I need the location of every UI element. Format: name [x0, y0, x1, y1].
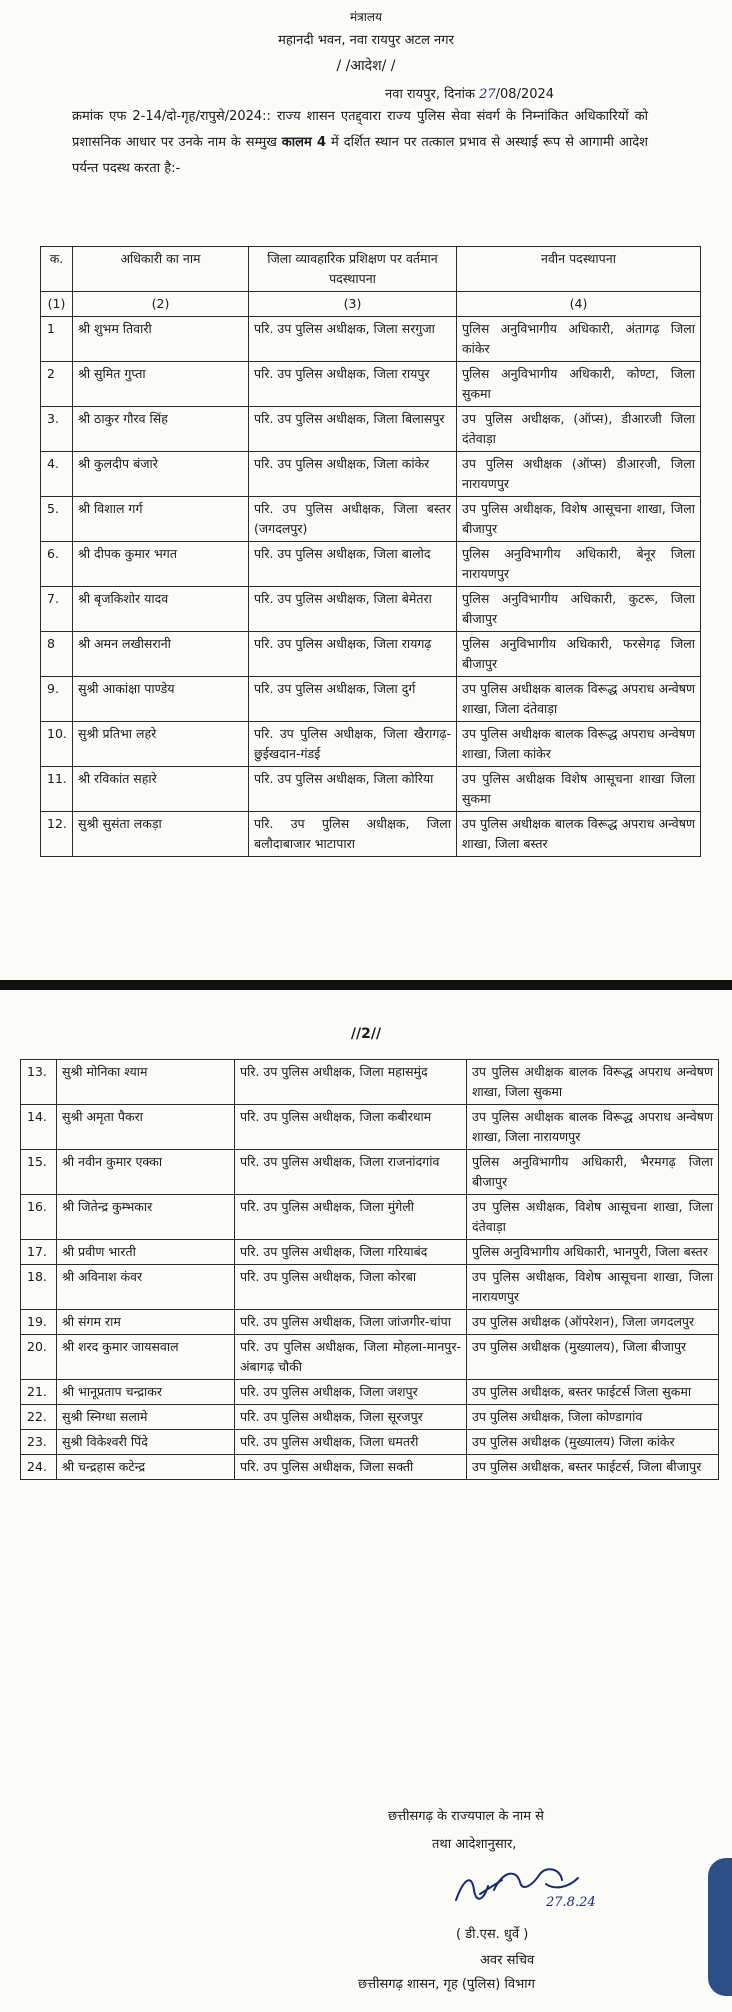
page-separator	[0, 980, 732, 990]
new-posting: उप पुलिस अधीक्षक (मुख्यालय) जिला कांकेर	[467, 1430, 719, 1455]
officer-name: श्री शरद कुमार जायसवाल	[57, 1335, 235, 1380]
row-sno: 7.	[41, 587, 73, 632]
officer-name: सुश्री सुसंता लकड़ा	[73, 812, 249, 857]
new-posting: पुलिस अनुविभागीय अधिकारी, फरसेगढ़ जिला बीजापुर	[457, 632, 701, 677]
current-posting: परि. उप पुलिस अधीक्षक, जिला दुर्ग	[249, 677, 457, 722]
current-posting: परि. उप पुलिस अधीक्षक, जिला धमतरी	[235, 1430, 467, 1455]
header-current-posting: जिला व्यावहारिक प्रशिक्षण पर वर्तमान पदस्थापना	[249, 247, 457, 292]
officer-name: श्री कुलदीप बंजारे	[73, 452, 249, 497]
order-text-1: राज्य शासन एतद्द्वारा राज्य पुलिस सेवा संवर्ग के निम्नांकित अधिकारियों को प्रशासनिक आधार पर उनके नाम के सम्मुख	[72, 109, 648, 150]
new-posting: उप पुलिस अधीक्षक, विशेष आसूचना शाखा, जिला बीजापुर	[457, 497, 701, 542]
current-posting: परि. उप पुलिस अधीक्षक, जिला कोरिया	[249, 767, 457, 812]
new-posting: उप पुलिस अधीक्षक, बस्तर फाईटर्स जिला सुकमा	[467, 1380, 719, 1405]
new-posting: उप पुलिस अधीक्षक बालक विरूद्ध अपराध अन्वेषण शाखा, जिला दंतेवाड़ा	[457, 677, 701, 722]
row-sno: 2	[41, 362, 73, 407]
current-posting: परि. उप पुलिस अधीक्षक, जिला मुंगेली	[235, 1195, 467, 1240]
order-text-2: में दर्शित स्थान पर तत्काल प्रभाव से अस्थाई रूप से आगामी आदेश पर्यन्त पदस्थ करता है:-	[72, 135, 648, 176]
current-posting: परि. उप पुलिस अधीक्षक, जिला जशपुर	[235, 1380, 467, 1405]
new-posting: उप पुलिस अधीक्षक, (ऑप्स), डीआरजी जिला दंतेवाड़ा	[457, 407, 701, 452]
current-posting: परि. उप पुलिस अधीक्षक, जिला जांजगीर-चांपा	[235, 1310, 467, 1335]
table-row	[21, 1335, 719, 1380]
officer-name: श्री ठाकुर गौरव सिंह	[73, 407, 249, 452]
new-posting: उप पुलिस अधीक्षक बालक विरूद्ध अपराध अन्वेषण शाखा, जिला कांकेर	[457, 722, 701, 767]
signatory-department: छत्तीसगढ़ शासन, गृह (पुलिस) विभाग	[358, 1977, 535, 1992]
table-row	[41, 587, 701, 632]
signatory-name: ( डी.एस. धुर्वे )	[456, 1927, 529, 1942]
table-row	[41, 452, 701, 497]
row-sno: 21.	[21, 1380, 57, 1405]
officer-name: श्री अमन लखीसरानी	[73, 632, 249, 677]
table-row	[21, 1430, 719, 1455]
table-row	[21, 1310, 719, 1335]
officer-name: श्री नवीन कुमार एक्का	[57, 1150, 235, 1195]
by-order-line: तथा आदेशानुसार,	[432, 1837, 517, 1852]
officer-name: श्री भानूप्रताप चन्द्राकर	[57, 1380, 235, 1405]
row-sno: 3.	[41, 407, 73, 452]
col-number-4: (4)	[457, 292, 701, 317]
signatory-designation: अवर सचिव	[480, 1953, 535, 1968]
current-posting: परि. उप पुलिस अधीक्षक, जिला कांकेर	[249, 452, 457, 497]
order-paragraph	[72, 104, 648, 182]
officer-name: श्री रविकांत सहारे	[73, 767, 249, 812]
page-number-marker: //2//	[350, 1026, 382, 1042]
table-row	[21, 1195, 719, 1240]
officer-name: श्री जितेन्द्र कुम्भकार	[57, 1195, 235, 1240]
current-posting: परि. उप पुलिस अधीक्षक, जिला कोरबा	[235, 1265, 467, 1310]
row-sno: 20.	[21, 1335, 57, 1380]
current-posting: परि. उप पुलिस अधीक्षक, जिला रायगढ़	[249, 632, 457, 677]
new-posting: उप पुलिस अधीक्षक बालक विरूद्ध अपराध अन्वेषण शाखा, जिला सुकमा	[467, 1060, 719, 1105]
officer-name: श्री शुभम तिवारी	[73, 317, 249, 362]
row-sno: 18.	[21, 1265, 57, 1310]
column-reference: कालम 4	[281, 135, 327, 150]
new-posting: उप पुलिस अधीक्षक, बस्तर फाईटर्स, जिला बीजापुर	[467, 1455, 719, 1480]
table-row	[41, 677, 701, 722]
current-posting: परि. उप पुलिस अधीक्षक, जिला सूरजपुर	[235, 1405, 467, 1430]
officer-name: सुश्री मोनिका श्याम	[57, 1060, 235, 1105]
current-posting: परि. उप पुलिस अधीक्षक, जिला बालोद	[249, 542, 457, 587]
officer-name: श्री प्रवीण भारती	[57, 1240, 235, 1265]
new-posting: उप पुलिस अधीक्षक विशेष आसूचना शाखा जिला सुकमा	[457, 767, 701, 812]
office-name: मंत्रालय	[349, 10, 382, 24]
office-address: महानदी भवन, नवा रायपुर अटल नगर	[278, 33, 454, 48]
current-posting: परि. उप पुलिस अधीक्षक, जिला बस्तर (जगदलपुर)	[249, 497, 457, 542]
officer-name: श्री विशाल गर्ग	[73, 497, 249, 542]
table-column-number-row	[41, 292, 701, 317]
current-posting: परि. उप पुलिस अधीक्षक, जिला बिलासपुर	[249, 407, 457, 452]
table-row	[41, 317, 701, 362]
col-number-1: (1)	[41, 292, 73, 317]
row-sno: 4.	[41, 452, 73, 497]
officer-name: श्री अविनाश कंवर	[57, 1265, 235, 1310]
officer-name: श्री बृजकिशोर यादव	[73, 587, 249, 632]
new-posting: पुलिस अनुविभागीय अधिकारी, अंतागढ़ जिला कांकेर	[457, 317, 701, 362]
row-sno: 10.	[41, 722, 73, 767]
current-posting: परि. उप पुलिस अधीक्षक, जिला खैरागढ़-छुईखदान-गंडई	[249, 722, 457, 767]
order-number: क्रमांक एफ 2-14/दो-गृह/रापुसे/2024::	[72, 109, 271, 124]
current-posting: परि. उप पुलिस अधीक्षक, जिला सरगुजा	[249, 317, 457, 362]
new-posting: पुलिस अनुविभागीय अधिकारी, भैरमगढ़ जिला बीजापुर	[467, 1150, 719, 1195]
date-day: 27	[479, 87, 496, 102]
date-rest: /08/2024	[495, 87, 555, 102]
table-row	[21, 1405, 719, 1430]
order-title: / /आदेश/ /	[336, 58, 396, 74]
officers-table-page-2	[20, 1059, 719, 1480]
table-row	[41, 632, 701, 677]
new-posting: उप पुलिस अधीक्षक, विशेष आसूचना शाखा, जिला दंतेवाड़ा	[467, 1195, 719, 1240]
new-posting: पुलिस अनुविभागीय अधिकारी, भानपुरी, जिला बस्तर	[467, 1240, 719, 1265]
header-new-posting: नवीन पदस्थापना	[457, 247, 701, 292]
table-row	[41, 542, 701, 587]
current-posting: परि. उप पुलिस अधीक्षक, जिला सक्ती	[235, 1455, 467, 1480]
row-sno: 11.	[41, 767, 73, 812]
table-row	[21, 1150, 719, 1195]
new-posting: उप पुलिस अधीक्षक (मुख्यालय), जिला बीजापुर	[467, 1335, 719, 1380]
row-sno: 9.	[41, 677, 73, 722]
handwritten-signature	[450, 1860, 610, 1918]
row-sno: 5.	[41, 497, 73, 542]
col-number-3: (3)	[249, 292, 457, 317]
new-posting: उप पुलिस अधीक्षक, जिला कोण्डागांव	[467, 1405, 719, 1430]
table-row	[41, 767, 701, 812]
officer-name: श्री चन्द्रहास कटेन्द्र	[57, 1455, 235, 1480]
dateline	[385, 84, 554, 102]
header-name: अधिकारी का नाम	[73, 247, 249, 292]
new-posting: पुलिस अनुविभागीय अधिकारी, कोण्टा, जिला सुकमा	[457, 362, 701, 407]
officer-name: सुश्री प्रतिभा लहरे	[73, 722, 249, 767]
table-row	[21, 1455, 719, 1480]
new-posting: पुलिस अनुविभागीय अधिकारी, बेनूर जिला नारायणपुर	[457, 542, 701, 587]
row-sno: 12.	[41, 812, 73, 857]
current-posting: परि. उप पुलिस अधीक्षक, जिला गरियाबंद	[235, 1240, 467, 1265]
officer-name: सुश्री आकांक्षा पाण्डेय	[73, 677, 249, 722]
current-posting: परि. उप पुलिस अधीक्षक, जिला मोहला-मानपुर-अंबागढ़ चौकी	[235, 1335, 467, 1380]
table-row	[41, 722, 701, 767]
new-posting: उप पुलिस अधीक्षक बालक विरूद्ध अपराध अन्वेषण शाखा, जिला नारायणपुर	[467, 1105, 719, 1150]
row-sno: 23.	[21, 1430, 57, 1455]
current-posting: परि. उप पुलिस अधीक्षक, जिला बेमेतरा	[249, 587, 457, 632]
row-sno: 22.	[21, 1405, 57, 1430]
row-sno: 6.	[41, 542, 73, 587]
table-row	[41, 362, 701, 407]
new-posting: उप पुलिस अधीक्षक (ऑप्स) डीआरजी, जिला नारायणपुर	[457, 452, 701, 497]
officer-name: सुश्री स्निग्धा सलामे	[57, 1405, 235, 1430]
table-row	[21, 1380, 719, 1405]
row-sno: 17.	[21, 1240, 57, 1265]
row-sno: 16.	[21, 1195, 57, 1240]
signature-date: 27.8.24	[546, 1895, 596, 1910]
current-posting: परि. उप पुलिस अधीक्षक, जिला कबीरधाम	[235, 1105, 467, 1150]
row-sno: 1	[41, 317, 73, 362]
officer-name: श्री दीपक कुमार भगत	[73, 542, 249, 587]
table-row	[41, 497, 701, 542]
date-prefix: नवा रायपुर, दिनांक	[385, 87, 475, 102]
row-sno: 13.	[21, 1060, 57, 1105]
row-sno: 19.	[21, 1310, 57, 1335]
new-posting: उप पुलिस अधीक्षक, विशेष आसूचना शाखा, जिला नारायणपुर	[467, 1265, 719, 1310]
current-posting: परि. उप पुलिस अधीक्षक, जिला महासमुंद	[235, 1060, 467, 1105]
officers-table-page-1	[40, 246, 701, 857]
row-sno: 15.	[21, 1150, 57, 1195]
table-row	[41, 407, 701, 452]
on-behalf-of-governor: छत्तीसगढ़ के राज्यपाल के नाम से	[388, 1809, 544, 1824]
current-posting: परि. उप पुलिस अधीक्षक, जिला राजनांदगांव	[235, 1150, 467, 1195]
table-row	[21, 1240, 719, 1265]
table-header-row	[41, 247, 701, 292]
side-tab-edge	[708, 1858, 732, 1996]
col-number-2: (2)	[73, 292, 249, 317]
officer-name: श्री संगम राम	[57, 1310, 235, 1335]
new-posting: पुलिस अनुविभागीय अधिकारी, कुटरू, जिला बीजापुर	[457, 587, 701, 632]
current-posting: परि. उप पुलिस अधीक्षक, जिला रायपुर	[249, 362, 457, 407]
table-row	[21, 1060, 719, 1105]
table-row	[21, 1265, 719, 1310]
row-sno: 14.	[21, 1105, 57, 1150]
new-posting: उप पुलिस अधीक्षक (ऑपरेशन), जिला जगदलपुर	[467, 1310, 719, 1335]
new-posting: उप पुलिस अधीक्षक बालक विरूद्ध अपराध अन्वेषण शाखा, जिला बस्तर	[457, 812, 701, 857]
header-sno: क.	[41, 247, 73, 292]
officer-name: सुश्री विकेश्वरी पिंदे	[57, 1430, 235, 1455]
row-sno: 24.	[21, 1455, 57, 1480]
officer-name: सुश्री अमृता पैकरा	[57, 1105, 235, 1150]
table-row	[41, 812, 701, 857]
officer-name: श्री सुमित गुप्ता	[73, 362, 249, 407]
table-row	[21, 1105, 719, 1150]
current-posting: परि. उप पुलिस अधीक्षक, जिला बलौदाबाजार भाटापारा	[249, 812, 457, 857]
row-sno: 8	[41, 632, 73, 677]
